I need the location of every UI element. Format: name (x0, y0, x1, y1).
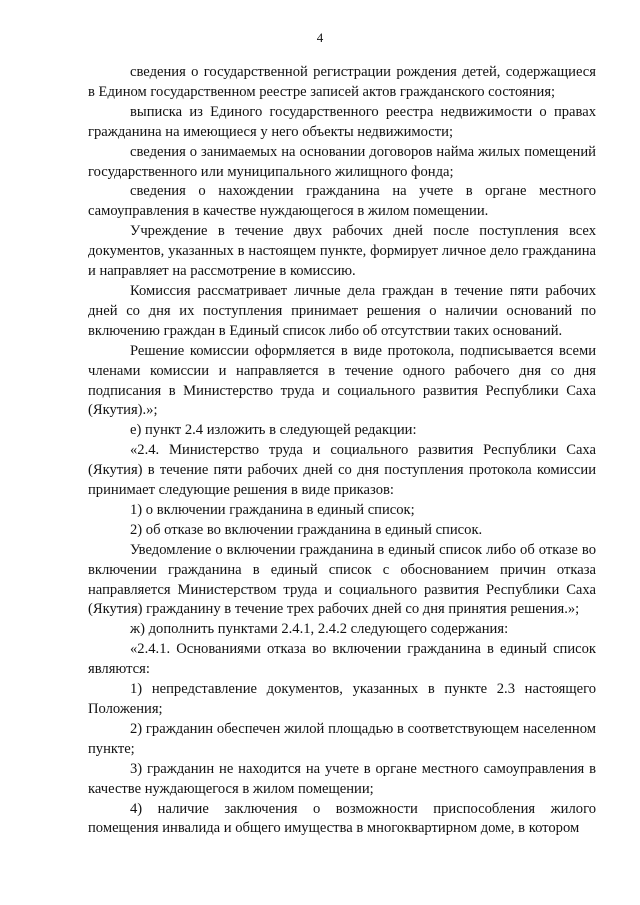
paragraph: е) пункт 2.4 изложить в следующей редакции: (130, 422, 417, 439)
paragraph: 1) непредставление документов, указанных в пункте 2.3 настоящего Положения; (88, 681, 596, 717)
paragraph: 2) об отказе во включении гражданина в единый список. (130, 521, 483, 538)
paragraph: сведения о занимаемых на основании договоров найма жилых помещений государственного или муниципального жилищного фонда; (88, 143, 596, 180)
paragraph: Решение комиссии оформляется в виде протокола, подписывается всеми членами комиссии и направляется в течение одного рабочего дня со дня подписания в Министерство труда и социального развития Республики Саха (Якутия).»; (88, 342, 596, 419)
paragraph: 2) гражданин обеспечен жилой площадью в соответствующем населенном пункте; (88, 720, 596, 757)
paragraph: ж) дополнить пунктами 2.4.1, 2.4.2 следующего содержания: (130, 621, 509, 638)
paragraph: выписка из Единого государственного реестра недвижимости о правах гражданина на имеющиеся у него объекты недвижимости; (88, 103, 596, 140)
paragraph: «2.4.1. Основаниями отказа во включении гражданина в единый список являются: (88, 641, 596, 678)
paragraph: сведения о нахождении гражданина на учете в органе местного самоуправления в качестве нуждающегося в жилом помещении. (88, 183, 596, 220)
paragraph: Комиссия рассматривает личные дела граждан в течение пяти рабочих дней со дня их поступления принимает решения о наличии оснований по включению граждан в Единый список либо об отсутствии таких оснований. (88, 282, 596, 339)
paragraph: 4) наличие заключения о возможности приспособления жилого помещения инвалида и общего имущества в многоквартирном доме, в котором (88, 800, 596, 837)
paragraph: Уведомление о включении гражданина в единый список либо об отказе во включении гражданина в единый список с обоснованием причин отказа направляется Министерством труда и социального развития Республики Саха (Якутия) гражданину в течение трех рабочих дней со дня принятия решения.»; (88, 541, 596, 618)
paragraph: 1) о включении гражданина в единый список; (130, 501, 415, 518)
paragraph: 3) гражданин не находится на учете в органе местного самоуправления в качестве нуждающегося в жилом помещении; (88, 760, 596, 797)
paragraph: сведения о государственной регистрации рождения детей, содержащиеся в Едином государственном реестре записей актов гражданского состояния; (88, 64, 596, 100)
paragraph: Учреждение в течение двух рабочих дней после поступления всех документов, указанных в настоящем пункте, формирует личное дело гражданина и направляет на рассмотрение в комиссию. (88, 223, 596, 280)
page-number: 4 (316, 30, 324, 45)
paragraph: «2.4. Министерство труда и социального развития Республики Саха (Якутия) в течение пяти рабочих дней со дня поступления протокола комиссии принимает следующие решения в виде приказов: (88, 442, 596, 499)
document-body (88, 63, 596, 839)
